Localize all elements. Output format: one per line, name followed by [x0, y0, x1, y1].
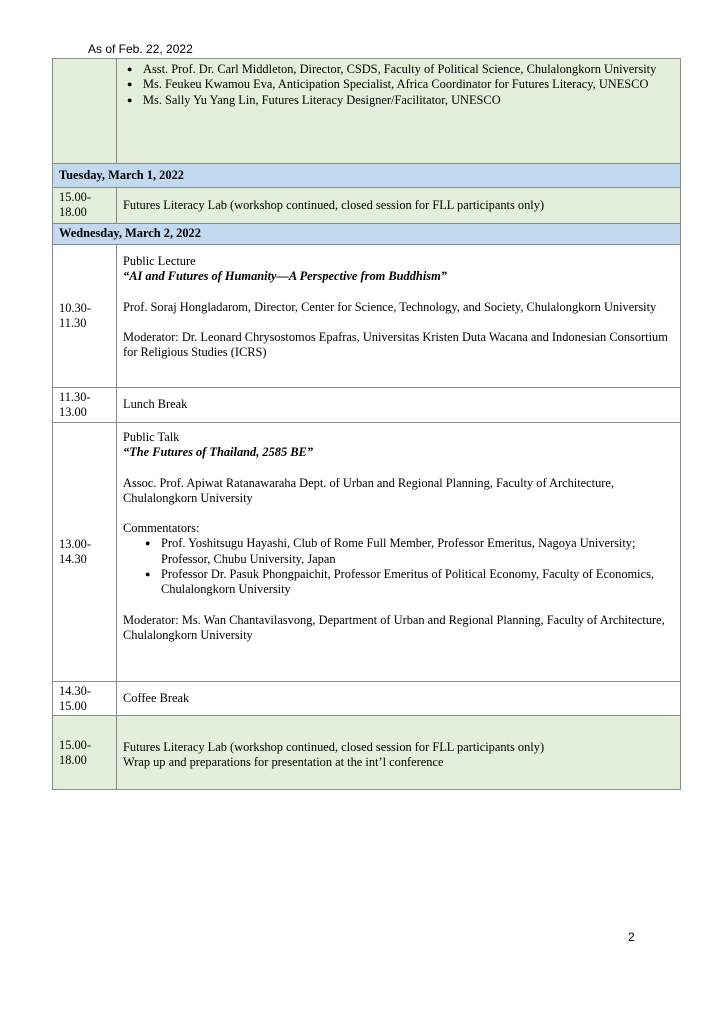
- session-row-coffee: [53, 682, 681, 716]
- speakers-cell: [117, 59, 681, 164]
- session-kind: Public Talk: [123, 430, 180, 444]
- speakers-row: [53, 59, 681, 164]
- as-of-date: As of Feb. 22, 2022: [88, 42, 193, 56]
- session-description: Lunch Break: [117, 388, 681, 423]
- session-time: 15.00- 18.00: [53, 716, 117, 790]
- session-row-public-talk: [53, 423, 681, 682]
- session-description: Coffee Break: [117, 682, 681, 716]
- page-number: 2: [628, 930, 635, 944]
- speaker: Assoc. Prof. Apiwat Ratanawaraha Dept. of Urban and Regional Planning, Faculty of Architecture, Chulalongkorn University: [123, 475, 615, 505]
- session-time: 14.30- 15.00: [53, 682, 117, 716]
- commentator-item: ● Professor Dr. Pasuk Phongpaichit, Professor Emeritus of Political Economy, Faculty of Economics, Chulalongkorn University: [161, 567, 674, 598]
- commentator-item: ● Prof. Yoshitsugu Hayashi, Club of Rome Full Member, Professor Emeritus, Nagoya University; Professor, Chubu University, Japan: [161, 536, 674, 567]
- speaker-item: ● Ms. Sally Yu Yang Lin, Futures Literacy Designer/Facilitator, UNESCO: [143, 93, 674, 108]
- commentator-list: [123, 536, 674, 597]
- moderator: Moderator: Ms. Wan Chantavilasvong, Department of Urban and Regional Planning, Faculty of Architecture, Chulalongkorn University: [123, 612, 665, 642]
- session-row-fll-wednesday: [53, 716, 681, 790]
- time-cell-empty: [53, 59, 117, 164]
- day-title: Wednesday, March 2, 2022: [53, 224, 681, 245]
- session-details: [117, 716, 681, 790]
- day-header-wednesday: [53, 224, 681, 245]
- session-details: [117, 423, 681, 682]
- speaker-list: [123, 62, 674, 108]
- session-title: “The Futures of Thailand, 2585 BE”: [123, 445, 314, 460]
- session-time: 11.30- 13.00: [53, 388, 117, 423]
- session-time: 13.00- 14.30: [53, 423, 117, 682]
- session-kind: Public Lecture: [123, 254, 196, 268]
- session-title: “AI and Futures of Humanity—A Perspective from Buddhism”: [123, 269, 447, 284]
- session-description: Futures Literacy Lab (workshop continued, closed session for FLL participants only): [123, 740, 545, 754]
- day-title: Tuesday, March 1, 2022: [53, 164, 681, 188]
- schedule-table: [52, 58, 681, 790]
- day-header-tuesday: [53, 164, 681, 188]
- session-details: [117, 245, 681, 388]
- session-description: Futures Literacy Lab (workshop continued, closed session for FLL participants only): [117, 188, 681, 224]
- session-time: 10.30- 11.30: [53, 245, 117, 388]
- moderator: Moderator: Dr. Leonard Chrysostomos Epafras, Universitas Kristen Duta Wacana and Indonesian Consortium for Religious Studies (ICRS): [123, 329, 668, 360]
- session-row-lunch: [53, 388, 681, 423]
- speaker-item: ● Ms. Feukeu Kwamou Eva, Anticipation Specialist, Africa Coordinator for Futures Literacy, UNESCO: [143, 77, 674, 92]
- commentators-label: Commentators:: [123, 521, 200, 536]
- session-row-fll-tuesday: [53, 188, 681, 224]
- speaker: Prof. Soraj Hongladarom, Director, Center for Science, Technology, and Society, Chulalongkorn University: [123, 299, 657, 314]
- session-description-2: Wrap up and preparations for presentation at the int’l conference: [123, 755, 444, 770]
- session-time: 15.00- 18.00: [53, 188, 117, 224]
- speaker-item: ● Asst. Prof. Dr. Carl Middleton, Director, CSDS, Faculty of Political Science, Chulalongkorn University: [143, 62, 674, 77]
- session-row-public-lecture: [53, 245, 681, 388]
